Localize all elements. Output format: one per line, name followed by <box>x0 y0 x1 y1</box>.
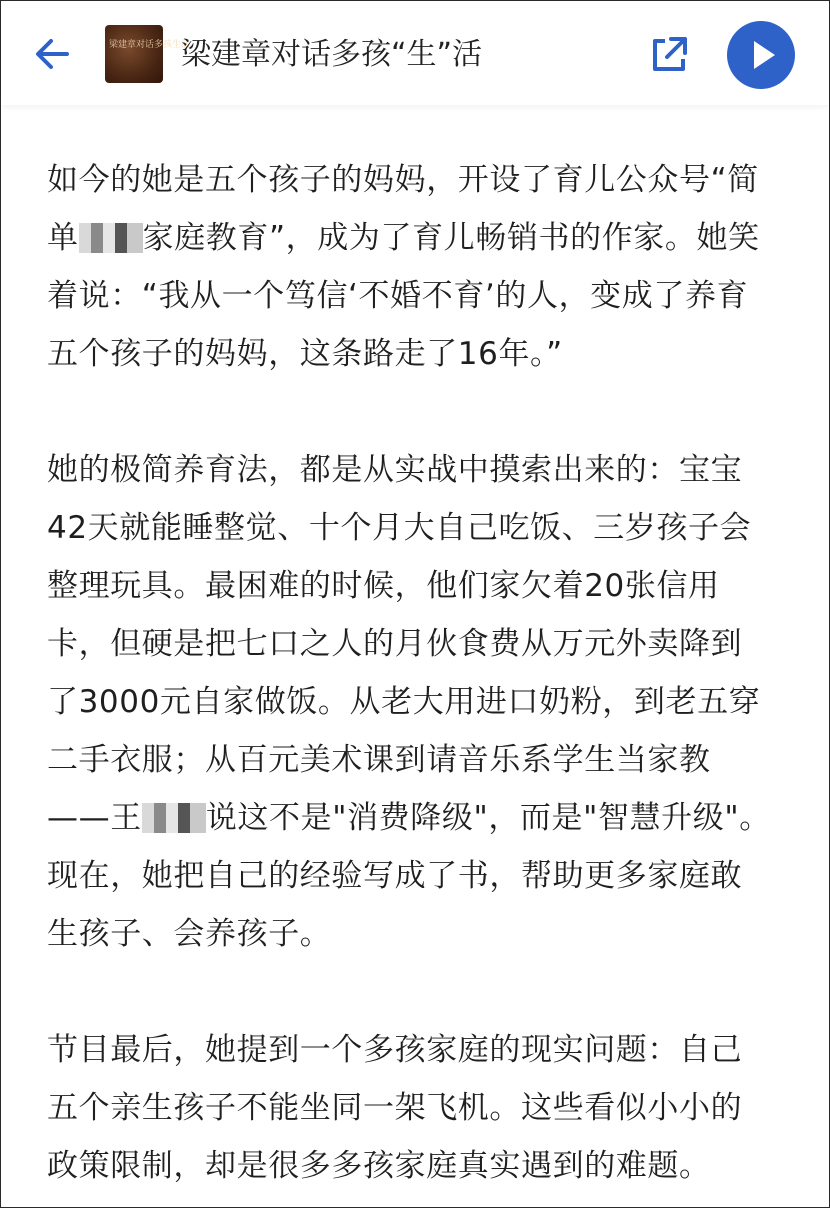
external-link-icon <box>645 31 693 79</box>
back-button[interactable] <box>27 31 77 77</box>
play-icon <box>727 21 795 89</box>
program-thumbnail[interactable] <box>105 25 191 83</box>
censored-mosaic <box>79 223 143 253</box>
paragraph-parenting-method <box>47 441 807 963</box>
page-title: 梁建章对话多孩“生”活 <box>181 37 483 72</box>
paragraph-text: 说这不是"消费降级"，而是"智慧升级"。 现在，她把自己的经验写成了书，帮助更多家庭敢 生孩子、会养孩子。 <box>47 800 771 952</box>
paragraph-closing: 节目最后，她提到一个多孩家庭的现实问题：自己 五个亲生孩子不能坐同一架飞机。这些看似小小的 政策限制，却是很多多孩家庭真实遇到的难题。 <box>47 1032 743 1184</box>
censored-mosaic <box>142 803 206 833</box>
share-button[interactable] <box>645 31 693 79</box>
paragraph-text: 家庭教育”，成为了育儿畅销书的作家。她笑 着说：“我从一个笃信‘不婚不育’的人，变成了养育 五个孩子的妈妈，这条路走了16年。” <box>47 220 760 372</box>
paragraph-text: 如今的她是五个孩子的妈妈，开设了育儿公众号“简 单 <box>47 162 759 256</box>
article-body <box>47 151 807 1195</box>
top-bar <box>1 1 829 105</box>
paragraph-intro <box>47 151 807 383</box>
paragraph-text: 她的极简养育法，都是从实战中摸索出来的：宝宝 42天就能睡整觉、十个月大自己吃饭、三岁孩子会 整理玩具。最困难的时候，他们家欠着20张信用 卡，但硬是把七口之人的月伙食费从万元外卖降到 了3000元自家做饭。从老大用进口奶粉，到老五穿 二手衣服；从百元美术课到请音乐系学生当家教 ——王 <box>47 452 761 836</box>
thumbnail-caption: 梁建章对话多孩生活 <box>109 40 191 50</box>
play-button[interactable] <box>727 21 795 89</box>
arrow-left-icon <box>27 31 77 77</box>
